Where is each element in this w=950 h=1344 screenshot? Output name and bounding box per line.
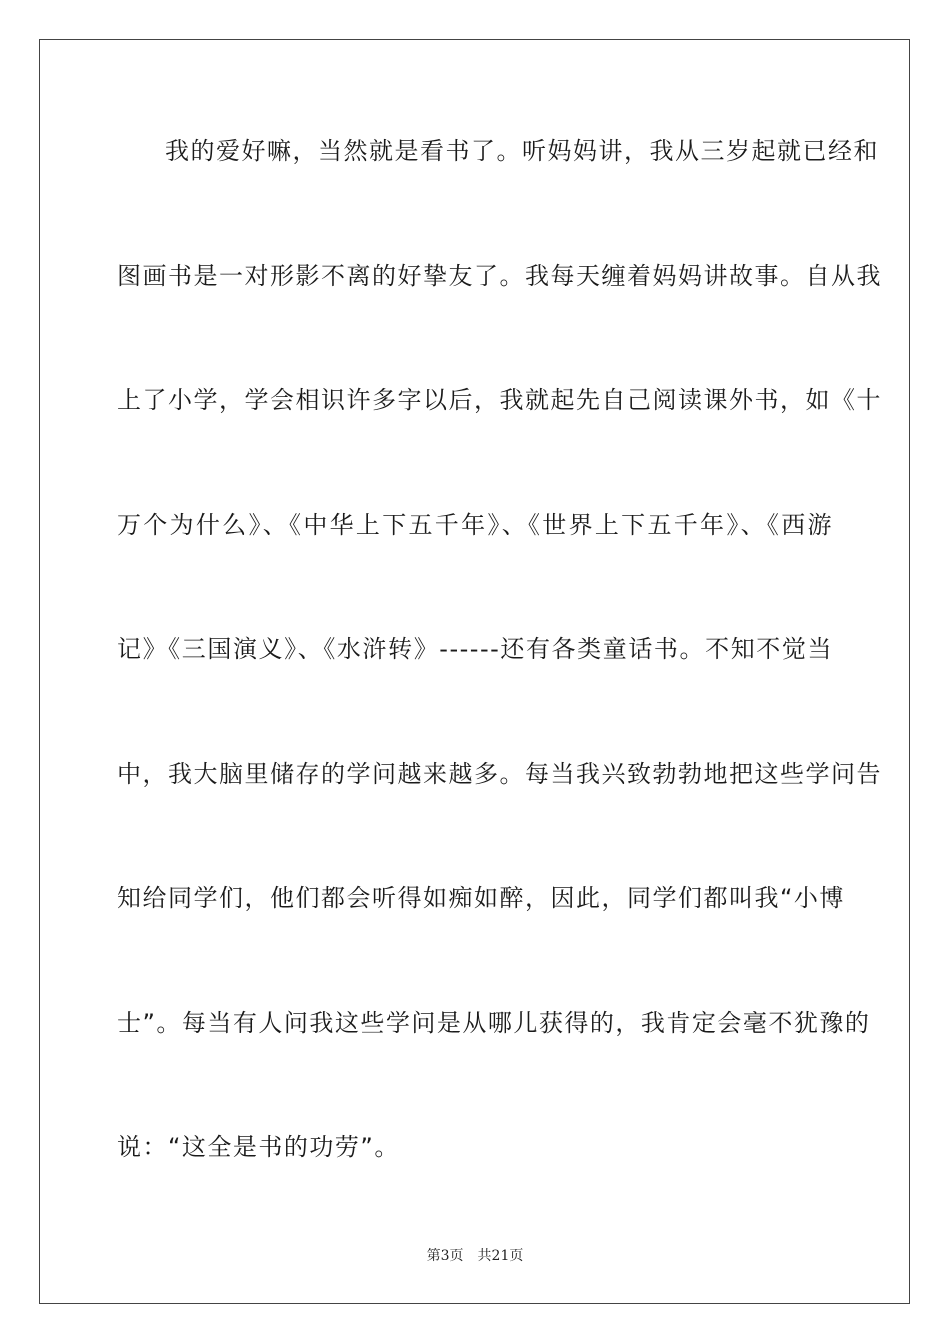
paragraph-line-4: 万个为什么》、《中华上下五千年》、《世界上下五千年》、《西游: [117, 511, 833, 539]
paragraph-line-3: 上了小学，学会相识许多字以后，我就起先自己阅读课外书，如《十: [117, 386, 882, 414]
page-footer: [0, 1246, 950, 1266]
page-number: 第3页: [426, 1248, 464, 1264]
paragraph-line-1: 我的爱好嘛，当然就是看书了。听妈妈讲，我从三岁起就已经和: [165, 137, 879, 165]
paragraph-line-8: 士”。每当有人问我这些学问是从哪儿获得的，我肯定会毫不犹豫的: [117, 1009, 871, 1037]
paragraph-line-5: 记》《三国演义》、《水浒转》------还有各类童话书。不知不觉当: [117, 635, 833, 663]
paragraph-line-7: 知给同学们，他们都会听得如痴如醉，因此，同学们都叫我“小博: [117, 884, 845, 912]
paragraph-line-6: 中，我大脑里储存的学问越来越多。每当我兴致勃勃地把这些学问告: [117, 760, 882, 788]
page-border: [39, 39, 910, 1304]
paragraph-line-9: 说：“这全是书的功劳”。: [117, 1133, 400, 1161]
paragraph-line-2: 图画书是一对形影不离的好挚友了。我每天缠着妈妈讲故事。自从我: [117, 262, 882, 290]
page-total: 共21页: [477, 1248, 524, 1264]
